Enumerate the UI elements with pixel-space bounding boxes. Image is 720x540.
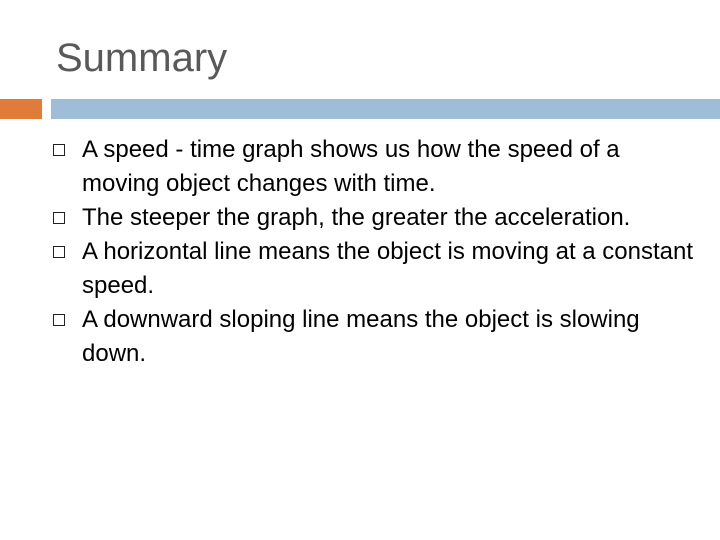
bullet-text: The steeper the graph, the greater the acceleration. — [82, 204, 631, 231]
bullet-text: A horizontal line means the object is moving at a constant speed. — [82, 238, 694, 299]
bullet-item — [53, 235, 693, 303]
bullet-text: A speed - time graph shows us how the speed of a moving object changes with time. — [82, 136, 620, 197]
bullet-item — [53, 201, 693, 235]
bullet-item — [53, 133, 693, 201]
title-accent-bar-blue — [51, 99, 720, 119]
slide-title: Summary — [56, 36, 228, 80]
bullet-text: A downward sloping line means the object is slowing down. — [82, 306, 640, 367]
hollow-square-bullet-icon — [53, 314, 65, 326]
hollow-square-bullet-icon — [53, 212, 65, 224]
hollow-square-bullet-icon — [53, 246, 65, 258]
hollow-square-bullet-icon — [53, 144, 65, 156]
bullet-list — [53, 133, 693, 371]
title-accent-bar-orange — [0, 99, 42, 119]
bullet-item — [53, 303, 693, 371]
